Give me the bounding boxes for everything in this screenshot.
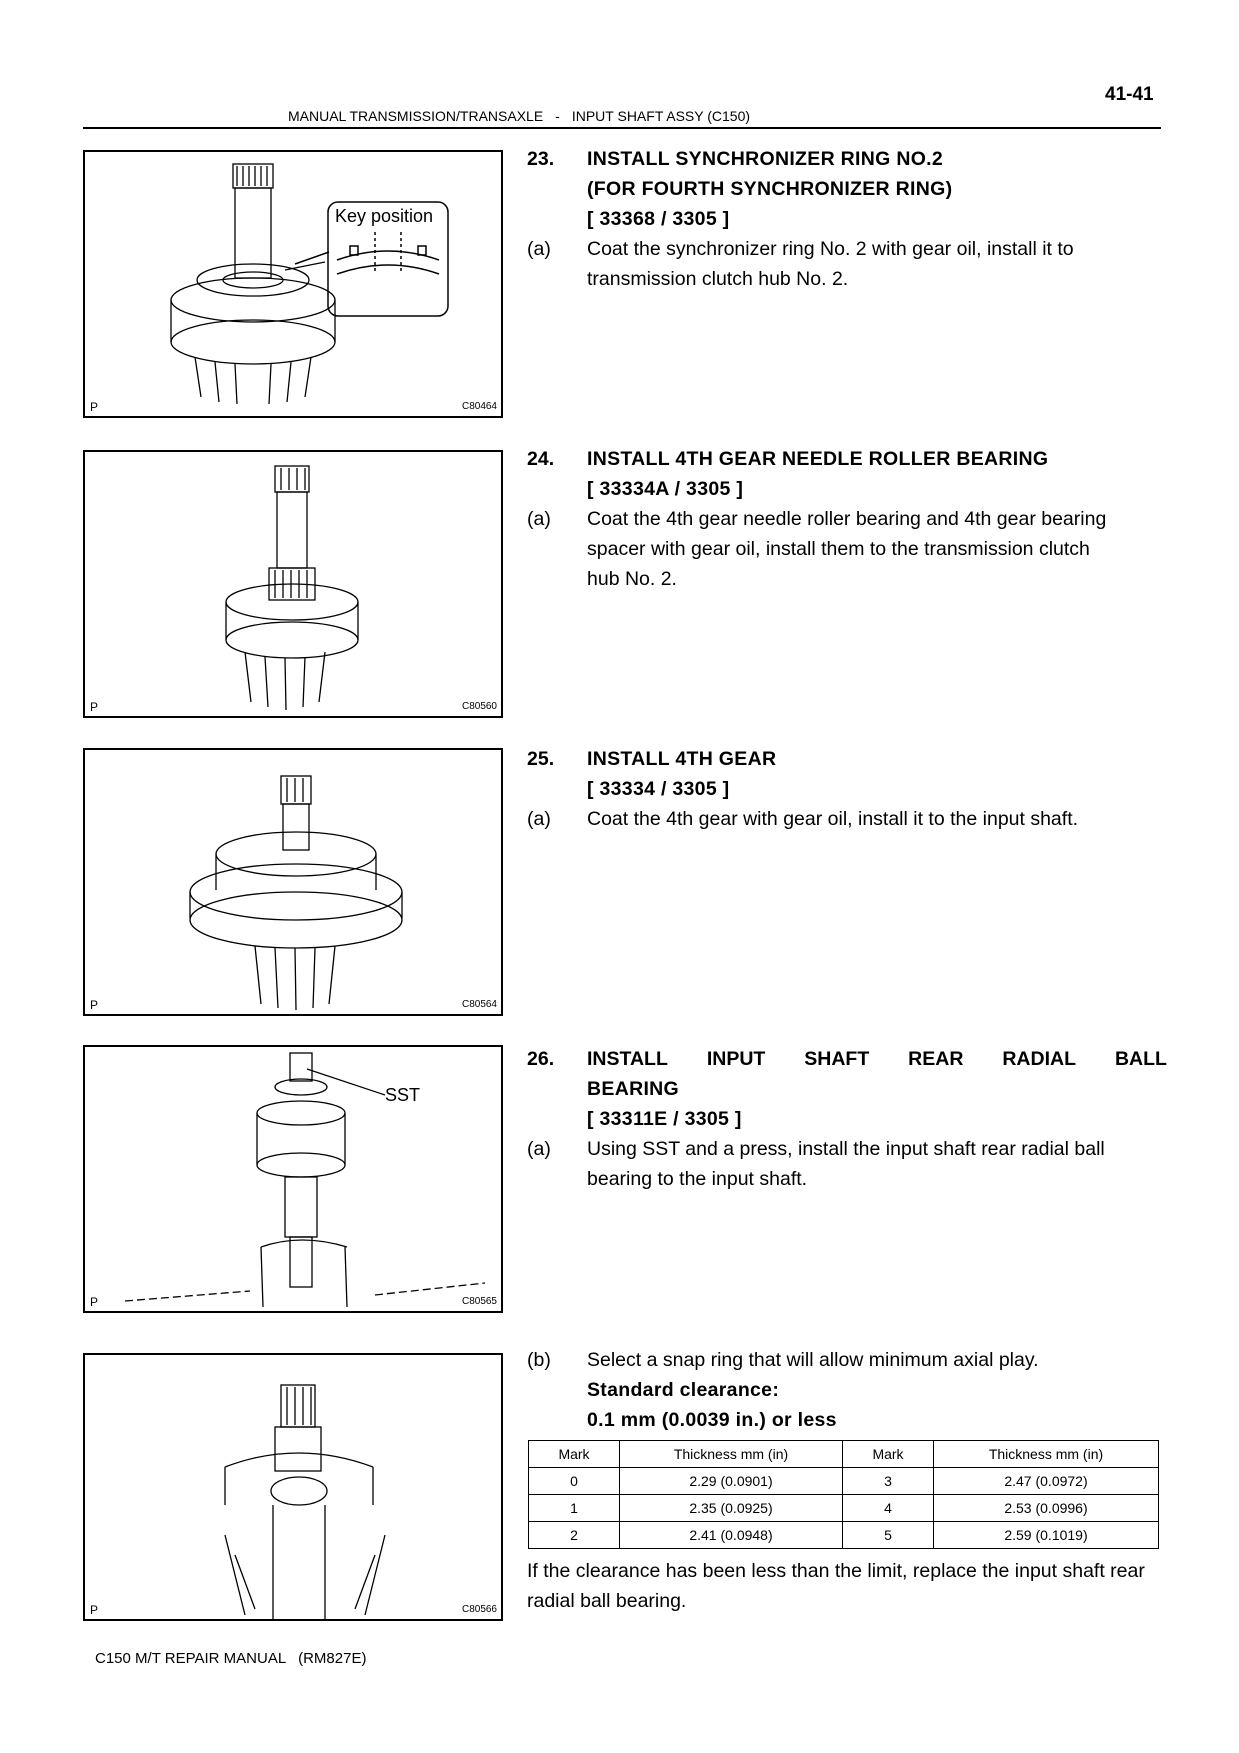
sst-label: SST (385, 1085, 421, 1105)
figure-needle-roller-bearing (83, 450, 503, 718)
table-header-row (529, 1441, 1159, 1468)
table-cell: 5 (843, 1522, 934, 1549)
figure-code: C80564 (461, 999, 497, 1010)
page-number: 41-41 (1105, 84, 1154, 105)
table-header-cell: Thickness mm (in) (620, 1441, 843, 1468)
step-number: 25. (527, 748, 555, 770)
figure-p-mark: P (90, 700, 99, 714)
step-title: INSTALL 4TH GEAR NEEDLE ROLLER BEARING (587, 448, 1049, 470)
substep-text: Select a snap ring that will allow minimum axial play. (587, 1349, 1039, 1371)
illustration-snap-ring (85, 1355, 501, 1619)
header-section: MANUAL TRANSMISSION/TRANSAXLE (288, 108, 544, 124)
figure-snap-ring (83, 1353, 503, 1621)
clearance-note: If the clearance has been less than the limit, replace the input shaft rear radial ball bearing. (527, 1560, 1145, 1612)
substep-label: (a) (527, 1138, 551, 1160)
substep-label: (a) (527, 508, 551, 530)
illustration-shaft-synchronizer (85, 152, 501, 416)
figure-code: C80560 (461, 701, 497, 712)
running-header (288, 108, 750, 124)
title-word: SHAFT (804, 1048, 870, 1070)
step-26 (527, 1044, 1167, 1194)
table-row (529, 1468, 1159, 1495)
substep-text: Coat the 4th gear needle roller bearing and 4th gear bearing spacer with gear oil, install them to the transmission clutch hub No. 2. (587, 508, 1107, 590)
step-25 (527, 744, 1167, 834)
table-cell: 3 (843, 1468, 934, 1495)
figure-code: C80565 (461, 1296, 497, 1307)
step-title-line-2: BEARING (587, 1078, 680, 1100)
table-header-cell: Thickness mm (in) (934, 1441, 1159, 1468)
snap-ring-thickness-table (528, 1440, 1159, 1549)
substep-text: Using SST and a press, install the input shaft rear radial ball bearing to the input shaft. (587, 1138, 1105, 1190)
standard-clearance-label: Standard clearance: (587, 1379, 780, 1401)
step-title-line-1 (587, 1044, 1167, 1074)
figure-code: C80464 (461, 401, 497, 412)
substep-text: Coat the synchronizer ring No. 2 with gear oil, install it to transmission clutch hub No. 2. (587, 238, 1074, 290)
figure-synchronizer-ring (83, 150, 503, 418)
table-cell: 4 (843, 1495, 934, 1522)
step-reference: [ 33334 / 3305 ] (587, 778, 730, 800)
title-word: RADIAL (1002, 1048, 1077, 1070)
substep-b (527, 1345, 1167, 1435)
step-title-line-1: INSTALL SYNCHRONIZER RING NO.2 (587, 148, 944, 170)
illustration-4th-gear (85, 750, 501, 1014)
figure-p-mark: P (90, 998, 99, 1012)
step-number: 23. (527, 148, 555, 170)
header-separator: - (555, 108, 560, 124)
step-reference: [ 33311E / 3305 ] (587, 1108, 742, 1130)
footer-manual-title: C150 M/T REPAIR MANUAL (RM827E) (95, 1650, 367, 1667)
table-header-cell: Mark (529, 1441, 620, 1468)
substep-label: (a) (527, 238, 551, 260)
table-cell: 2.41 (0.0948) (620, 1522, 843, 1549)
header-rule (83, 127, 1161, 129)
table-row (529, 1522, 1159, 1549)
step-title-line-2: (FOR FOURTH SYNCHRONIZER RING) (587, 178, 953, 200)
key-position-label: Key position (335, 206, 434, 226)
table-header-cell: Mark (843, 1441, 934, 1468)
illustration-needle-bearing (85, 452, 501, 716)
substep-label: (a) (527, 808, 551, 830)
figure-sst-press (83, 1045, 503, 1313)
figure-code: C80566 (461, 1604, 497, 1615)
title-word: INPUT (706, 1048, 766, 1070)
title-word: BALL (1114, 1048, 1167, 1070)
table-cell: 2.47 (0.0972) (934, 1468, 1159, 1495)
illustration-sst-press (85, 1047, 501, 1311)
table-cell: 2.53 (0.0996) (934, 1495, 1159, 1522)
step-reference: [ 33334A / 3305 ] (587, 478, 744, 500)
step-number: 26. (527, 1048, 555, 1070)
title-word: INSTALL (587, 1048, 668, 1070)
substep-label: (b) (527, 1349, 551, 1371)
table-cell: 2 (529, 1522, 620, 1549)
step-23 (527, 144, 1167, 294)
step-number: 24. (527, 448, 555, 470)
table-row (529, 1495, 1159, 1522)
figure-p-mark: P (90, 1603, 99, 1617)
title-word: REAR (908, 1048, 964, 1070)
standard-clearance-value: 0.1 mm (0.0039 in.) or less (587, 1409, 837, 1431)
table-cell: 2.29 (0.0901) (620, 1468, 843, 1495)
table-cell: 0 (529, 1468, 620, 1495)
substep-text: Coat the 4th gear with gear oil, install it to the input shaft. (587, 808, 1079, 830)
figure-4th-gear (83, 748, 503, 1016)
table-cell: 2.35 (0.0925) (620, 1495, 843, 1522)
table-cell: 2.59 (0.1019) (934, 1522, 1159, 1549)
header-subsection: INPUT SHAFT ASSY (C150) (571, 108, 751, 124)
step-title: INSTALL 4TH GEAR (587, 748, 777, 770)
figure-p-mark: P (90, 400, 99, 414)
step-24 (527, 444, 1167, 594)
table-cell: 1 (529, 1495, 620, 1522)
figure-p-mark: P (90, 1295, 99, 1309)
step-reference: [ 33368 / 3305 ] (587, 208, 730, 230)
